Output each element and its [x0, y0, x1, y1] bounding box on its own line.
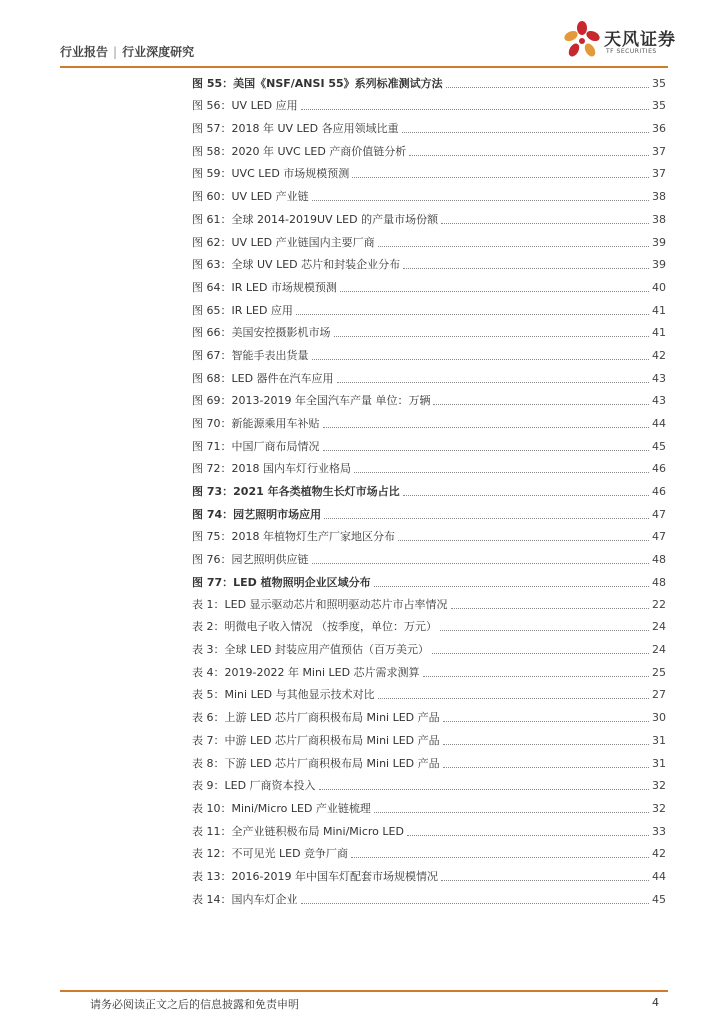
table-entry[interactable] [192, 816, 666, 839]
figure-entry[interactable] [192, 431, 666, 454]
table-entry[interactable] [192, 861, 666, 884]
figure-entry[interactable] [192, 113, 666, 136]
dot-leader [352, 176, 649, 178]
figure-entry-page: 47 [652, 530, 666, 544]
figure-entry-label: 图 68：LED 器件在汽车应用 [192, 371, 334, 385]
table-entry-page: 44 [652, 869, 666, 883]
dot-leader [423, 675, 649, 677]
figure-entry[interactable] [192, 386, 666, 409]
dot-leader [374, 811, 649, 813]
company-logo [560, 20, 676, 66]
figure-entry[interactable] [192, 250, 666, 273]
figure-entry-label: 图 71：中国厂商布局情况 [192, 439, 320, 453]
dot-leader [351, 856, 649, 858]
table-entry-label: 表 8：下游 LED 芯片厂商积极布局 Mini LED 产品 [192, 756, 440, 770]
dot-leader [340, 290, 649, 292]
dot-leader [443, 766, 649, 768]
figure-entry-page: 37 [652, 167, 666, 181]
figure-entry-page: 38 [652, 212, 666, 226]
dot-leader [398, 539, 649, 541]
table-entry-label: 表 7：中游 LED 芯片厂商积极布局 Mini LED 产品 [192, 733, 440, 747]
dot-leader [319, 788, 649, 790]
figure-entry-page: 44 [652, 417, 666, 430]
dot-leader [403, 494, 649, 496]
dot-leader [409, 154, 649, 156]
logo-chinese-name: 天风证券 [604, 30, 676, 50]
dot-leader [440, 629, 649, 631]
dot-leader [451, 607, 649, 609]
figure-entry[interactable] [192, 204, 666, 227]
dot-leader [312, 562, 650, 564]
dot-leader [441, 879, 649, 881]
table-entry-label: 表 6：上游 LED 芯片厂商积极布局 Mini LED 产品 [192, 711, 440, 725]
table-entry[interactable] [192, 884, 666, 907]
table-entry[interactable] [192, 839, 666, 862]
figure-entry-label: 图 77：LED 植物照明企业区域分布 [192, 575, 371, 589]
dot-leader [441, 222, 649, 224]
figure-entry[interactable] [192, 499, 666, 522]
table-entry-page: 31 [652, 756, 666, 770]
figure-entry-page: 42 [652, 348, 666, 362]
table-entry[interactable] [192, 702, 666, 725]
table-entry[interactable] [192, 657, 666, 680]
dot-leader [354, 471, 649, 473]
figure-entry[interactable] [192, 340, 666, 363]
dot-leader [312, 199, 649, 201]
table-entry-label: 表 4：2019-2022 年 Mini LED 芯片需求测算 [192, 665, 420, 679]
figure-entry[interactable] [192, 522, 666, 545]
table-entry[interactable] [192, 612, 666, 635]
figure-entry-page: 37 [652, 144, 666, 158]
dot-leader [403, 267, 649, 269]
category-separator: | [113, 45, 118, 59]
table-entry-label: 表 10：Mini/Micro LED 产业链梳理 [192, 801, 371, 815]
table-entry-page: 25 [652, 665, 666, 679]
table-entry[interactable] [192, 748, 666, 771]
table-entry-page: 24 [652, 643, 666, 657]
figure-entry-label: 图 69：2013-2019 年全国汽车产量 单位：万辆 [192, 394, 431, 408]
logo-flower-icon [560, 20, 604, 66]
page-header [60, 30, 676, 66]
table-entry-label: 表 14：国内车灯企业 [192, 892, 298, 906]
footer-divider [60, 990, 668, 992]
dot-leader [432, 652, 649, 654]
dot-leader [296, 313, 649, 315]
figure-entry-label: 图 75：2018 年植物灯生产厂家地区分布 [192, 530, 395, 544]
figure-entry[interactable] [192, 159, 666, 182]
figure-entry-label: 图 65：IR LED 应用 [192, 303, 293, 317]
table-entry-label: 表 9：LED 厂商资本投入 [192, 779, 316, 793]
figure-entry-label: 图 62：UV LED 产业链国内主要厂商 [192, 235, 375, 249]
table-entry[interactable] [192, 771, 666, 794]
figure-entry-label: 图 72：2018 国内车灯行业格局 [192, 462, 351, 476]
figure-index [192, 68, 666, 590]
figure-entry-label: 图 67：智能手表出货量 [192, 348, 309, 362]
figure-entry-page: 48 [652, 575, 666, 589]
figure-entry-page: 35 [652, 99, 666, 113]
figure-entry-label: 图 57：2018 年 UV LED 各应用领域比重 [192, 122, 399, 136]
figure-entry-page: 39 [652, 258, 666, 272]
figure-entry-page: 41 [652, 303, 666, 317]
figure-entry-page: 43 [652, 371, 666, 385]
figure-entry-page: 36 [652, 122, 666, 136]
dot-leader [402, 131, 649, 133]
category-deep-research: 行业深度研究 [122, 45, 195, 59]
table-entry-page: 42 [652, 847, 666, 861]
figure-entry-page: 41 [652, 326, 666, 340]
table-entry-page: 32 [652, 779, 666, 793]
dot-leader [337, 381, 649, 383]
footer-disclaimer: 请务必阅读正文之后的信息披露和免责申明 [90, 998, 299, 1011]
table-entry-page: 24 [652, 620, 666, 634]
dot-leader [378, 697, 649, 699]
figure-entry-label: 图 61：全球 2014-2019UV LED 的产量市场份额 [192, 212, 439, 226]
figure-entry-label: 图 58：2020 年 UVC LED 产商价值链分析 [192, 144, 407, 158]
figure-entry-page: 43 [652, 394, 666, 408]
figure-entry[interactable] [192, 68, 666, 91]
dot-leader [323, 449, 650, 451]
figure-entry-label: 图 59：UVC LED 市场规模预测 [192, 167, 350, 181]
figure-entry-label: 图 55：美国《NSF/ANSI 55》系列标准测试方法 [192, 76, 443, 90]
report-category [60, 43, 194, 60]
table-entry-label: 表 1：LED 显示驱动芯片和照明驱动芯片市占率情况 [192, 597, 448, 611]
dot-leader [378, 245, 649, 247]
dot-leader [446, 86, 649, 88]
table-entry-label: 表 5：Mini LED 与其他显示技术对比 [192, 688, 375, 702]
table-index [192, 589, 666, 907]
dot-leader [374, 585, 649, 587]
figure-entry[interactable] [192, 227, 666, 250]
logo-english-name: TF SECURITIES [606, 48, 657, 55]
figure-entry[interactable] [192, 567, 666, 590]
category-industry-report: 行业报告 [60, 45, 109, 59]
table-entry-page: 30 [652, 711, 666, 725]
table-entry[interactable] [192, 793, 666, 816]
dot-leader [301, 108, 649, 110]
table-entry-label: 表 12：不可见光 LED 竞争厂商 [192, 847, 349, 861]
table-entry-page: 32 [652, 801, 666, 815]
dot-leader [323, 426, 650, 428]
figure-entry-page: 40 [652, 280, 666, 294]
dot-leader [334, 335, 650, 337]
dot-leader [312, 358, 650, 360]
table-entry-page: 27 [652, 688, 666, 702]
figure-entry-label: 图 66：美国安控摄影机市场 [192, 326, 331, 340]
dot-leader [301, 902, 650, 904]
figure-entry-page: 39 [652, 235, 666, 249]
figure-entry-label: 图 60：UV LED 产业链 [192, 190, 309, 204]
table-entry-label: 表 3：全球 LED 封装应用产值预估（百万美元） [192, 643, 430, 657]
figure-entry-page: 38 [652, 190, 666, 204]
table-entry-page: 22 [652, 597, 666, 611]
figure-entry[interactable] [192, 318, 666, 341]
figure-entry-label: 图 73：2021 年各类植物生长灯市场占比 [192, 485, 400, 499]
figure-entry-label: 图 63：全球 UV LED 芯片和封装企业分布 [192, 258, 401, 272]
figure-entry[interactable] [192, 181, 666, 204]
figure-entry[interactable] [192, 363, 666, 386]
table-entry-label: 表 2：明微电子收入情况 （按季度，单位：万元） [192, 620, 437, 634]
figure-entry-label: 图 74：园艺照明市场应用 [192, 507, 322, 521]
figure-entry[interactable] [192, 91, 666, 114]
table-entry[interactable] [192, 589, 666, 612]
page-number: 4 [652, 996, 659, 1009]
figure-entry[interactable] [192, 454, 666, 477]
figure-entry-page: 46 [652, 462, 666, 476]
figure-entry[interactable] [192, 544, 666, 567]
table-entry-label: 表 11：全产业链积极布局 Mini/Micro LED [192, 824, 404, 838]
figure-entry-label: 图 64：IR LED 市场规模预测 [192, 280, 337, 294]
table-entry[interactable] [192, 680, 666, 703]
figure-entry[interactable] [192, 136, 666, 159]
figure-entry[interactable] [192, 476, 666, 499]
figure-entry[interactable] [192, 272, 666, 295]
figure-entry[interactable] [192, 295, 666, 318]
dot-leader [324, 517, 649, 519]
table-entry-page: 31 [652, 733, 666, 747]
figure-entry-label: 图 70：新能源乘用车补贴 [192, 417, 320, 430]
dot-leader [433, 403, 649, 405]
figure-entry-label: 图 56：UV LED 应用 [192, 99, 298, 113]
figure-entry-page: 48 [652, 553, 666, 567]
dot-leader [443, 743, 649, 745]
figure-entry-label: 图 76：园艺照明供应链 [192, 553, 309, 567]
figure-entry-page: 35 [652, 76, 666, 90]
table-entry[interactable] [192, 634, 666, 657]
dot-leader [407, 834, 649, 836]
table-entry[interactable] [192, 725, 666, 748]
table-entry-page: 33 [652, 824, 666, 838]
dot-leader [443, 720, 649, 722]
figure-entry-page: 46 [652, 485, 666, 499]
figure-entry-page: 45 [652, 439, 666, 453]
table-entry-label: 表 13：2016-2019 年中国车灯配套市场规模情况 [192, 869, 438, 883]
figure-entry-page: 47 [652, 507, 666, 521]
table-entry-page: 45 [652, 892, 666, 906]
figure-entry[interactable] [192, 408, 666, 431]
